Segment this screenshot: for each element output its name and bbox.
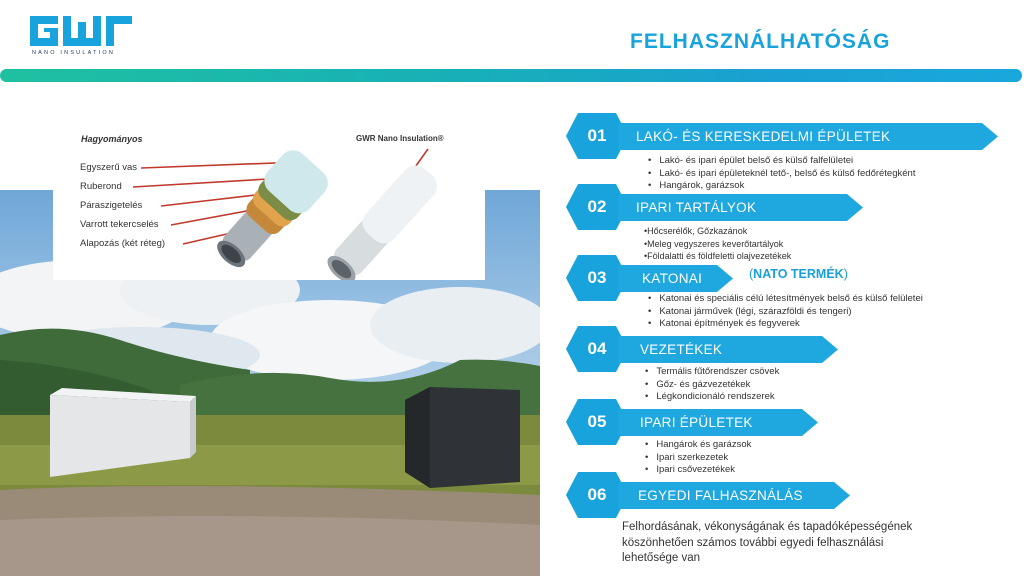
header-gradient-bar bbox=[0, 69, 1022, 82]
bullet-icon: • bbox=[648, 318, 652, 329]
section-military-items bbox=[648, 293, 923, 331]
section-number-badge: 03 bbox=[566, 255, 628, 301]
list-item: • Légkondicionáló rendszerek bbox=[645, 391, 775, 402]
list-item: • Katonai építmények és fegyverek bbox=[648, 318, 800, 329]
section-title: IPARI ÉPÜLETEK bbox=[640, 415, 753, 430]
section-number-badge: 06 bbox=[566, 472, 628, 518]
list-item: • Gőz- és gázvezetékek bbox=[645, 378, 751, 390]
page-title: FELHASZNÁLHATÓSÁG bbox=[630, 30, 891, 53]
section-title: VEZETÉKEK bbox=[640, 342, 723, 357]
insulation-comparison-diagram bbox=[53, 118, 485, 280]
nato-product-note: (NATO TERMÉK) bbox=[749, 267, 848, 281]
list-item: • Lakó- és ipari épületeknél tető-, belső és külső fedőrétegként bbox=[648, 167, 916, 179]
list-item: • Ipari szerkezetek bbox=[645, 451, 729, 463]
section-residential-items bbox=[648, 155, 915, 193]
list-item: • Termális fűtőrendszer csövek bbox=[645, 366, 780, 377]
section-title: LAKÓ- ÉS KERESKEDELMI ÉPÜLETEK bbox=[636, 129, 891, 144]
list-item: • Lakó- és ipari épület belső és külső falfelületei bbox=[648, 155, 854, 166]
section-number-badge: 01 bbox=[566, 113, 628, 159]
gwr-logo bbox=[30, 16, 135, 62]
list-item: • Katonai járművek (légi, szárazföldi és tengeri) bbox=[648, 305, 852, 317]
bullet-icon: • bbox=[645, 378, 649, 390]
section-industrial-buildings-items bbox=[645, 439, 751, 477]
layer-label-ruberoid: Ruberond bbox=[80, 181, 122, 192]
section-number-badge: 05 bbox=[566, 399, 628, 445]
section-pipelines-items bbox=[645, 366, 779, 404]
list-item: •Hőcserélők, Gőzkazánok bbox=[644, 226, 748, 236]
section-industrial-tanks-items bbox=[644, 225, 791, 263]
section-number-badge: 02 bbox=[566, 184, 628, 230]
list-item: •Meleg vegyszeres keverőtartályok bbox=[644, 238, 784, 249]
traditional-heading: Hagyományos bbox=[81, 134, 143, 144]
layer-label-vapor-barrier: Páraszigetelés bbox=[80, 200, 143, 211]
layer-label-primer: Alapozás (két réteg) bbox=[80, 238, 166, 249]
logo-subtitle: NANO INSULATION bbox=[32, 50, 116, 56]
section-number-badge: 04 bbox=[566, 326, 628, 372]
bullet-icon: • bbox=[645, 464, 649, 475]
layer-label-steel: Egyszerű vas bbox=[80, 162, 138, 173]
bullet-icon: • bbox=[648, 305, 652, 317]
list-item: •Földalatti és földfeletti olajvezetékek bbox=[644, 251, 792, 261]
list-item: • Hangárok és garázsok bbox=[645, 439, 752, 450]
list-item: • Katonai és speciális célú létesítmények belső és külső felületei bbox=[648, 293, 923, 304]
bullet-icon: • bbox=[648, 293, 652, 304]
bullet-icon: • bbox=[648, 180, 652, 191]
bullet-icon: • bbox=[645, 366, 649, 377]
list-item: • Ipari csővezetékek bbox=[645, 464, 736, 475]
gwr-logo-mark bbox=[30, 16, 132, 46]
layer-label-wrapping: Varrott tekercselés bbox=[80, 219, 159, 230]
bullet-icon: • bbox=[648, 155, 652, 166]
section-title: EGYEDI FALHASZNÁLÁS bbox=[638, 488, 803, 503]
pipe-illustration bbox=[53, 118, 485, 280]
list-item: • Hangárok, garázsok bbox=[648, 180, 745, 191]
section-title: KATONAI bbox=[642, 271, 703, 286]
bullet-icon: • bbox=[645, 451, 649, 463]
custom-use-description: Felhordásának, vékonyságának és tapadóképességének köszönhetően számos további egyedi felhasználási lehetősége van bbox=[622, 521, 913, 564]
bullet-icon: • bbox=[648, 167, 652, 179]
gwr-heading: GWR Nano Insulation® bbox=[356, 134, 444, 143]
bullet-icon: • bbox=[645, 391, 649, 402]
section-title: IPARI TARTÁLYOK bbox=[636, 200, 757, 215]
bullet-icon: • bbox=[645, 439, 649, 450]
